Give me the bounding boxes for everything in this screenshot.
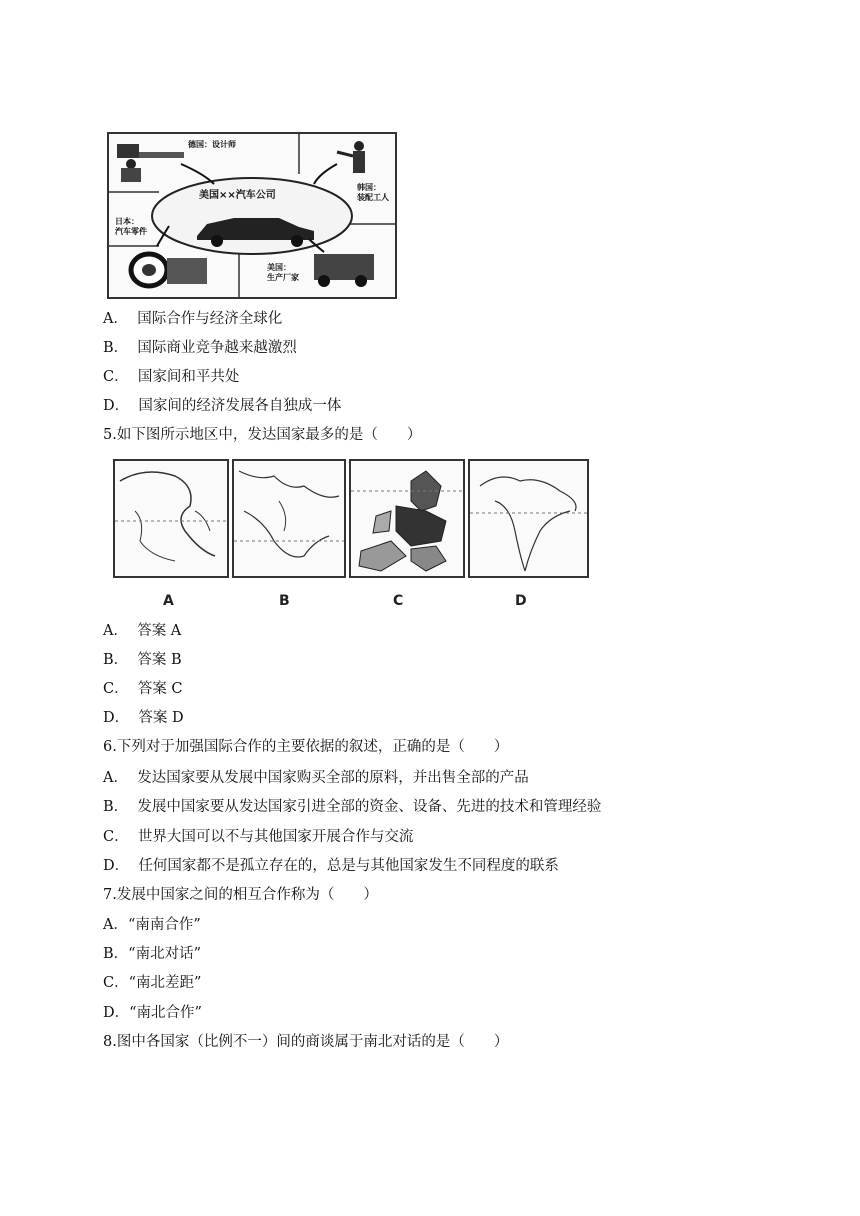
q5-option-c: C． 答案 C — [103, 681, 183, 697]
q6-option-a: A． 发达国家要从发展中国家购买全部的原料，并出售全部的产品 — [103, 770, 529, 786]
q7-option-a: A．“南南合作” — [103, 917, 201, 933]
q7-option-d: D．“南北合作” — [103, 1005, 202, 1021]
label-germany: 德国：设计师 — [188, 140, 236, 149]
q4-option-b: B． 国际商业竞争越来越激烈 — [103, 340, 297, 356]
q7-option-b: B．“南北对话” — [103, 946, 201, 962]
map-d — [468, 459, 589, 578]
car-company-diagram — [107, 132, 397, 299]
q7-option-c: C．“南北差距” — [103, 975, 202, 991]
map-label-d: D — [515, 593, 527, 609]
map-label-b: B — [279, 593, 290, 609]
label-japan-1: 日本： — [115, 217, 139, 226]
q4-option-c: C． 国家间和平共处 — [103, 369, 240, 385]
q6-option-b: B． 发展中国家要从发达国家引进全部的资金、设备、先进的技术和管理经验 — [103, 799, 602, 815]
q5-option-d: D． 答案 D — [103, 710, 184, 726]
label-usa-2: 生产厂家 — [267, 273, 299, 282]
q4-option-d: D． 国家间的经济发展各自独成一体 — [103, 398, 342, 414]
label-center: 美国××汽车公司 — [199, 190, 276, 201]
label-japan-2: 汽车零件 — [115, 227, 147, 236]
car-company-illustration — [109, 134, 395, 297]
map-label-c: C — [393, 593, 404, 609]
q6-stem: 6.下列对于加强国际合作的主要依据的叙述，正确的是（ ） — [103, 739, 509, 755]
q7-stem: 7.发展中国家之间的相互合作称为（ ） — [103, 887, 378, 903]
map-c — [349, 459, 465, 578]
q5-stem: 5.如下图所示地区中，发达国家最多的是（ ） — [103, 427, 422, 443]
q5-option-a: A． 答案 A — [103, 623, 182, 639]
map-b — [232, 459, 346, 578]
q4-option-a: A． 国际合作与经济全球化 — [103, 311, 283, 327]
q5-option-b: B． 答案 B — [103, 652, 182, 668]
map-a — [113, 459, 229, 578]
map-label-a: A — [163, 593, 174, 609]
map-a-drawing — [115, 461, 227, 576]
q8-stem: 8.图中各国家（比例不一）间的商谈属于南北对话的是（ ） — [103, 1034, 509, 1050]
label-korea-1: 韩国： — [357, 183, 381, 192]
q6-option-c: C． 世界大国可以不与其他国家开展合作与交流 — [103, 829, 414, 845]
label-usa-1: 美国： — [267, 263, 291, 272]
q6-option-d: D． 任何国家都不是孤立存在的，总是与其他国家发生不同程度的联系 — [103, 858, 559, 874]
label-korea-2: 装配工人 — [357, 193, 389, 202]
map-c-drawing — [351, 461, 463, 576]
map-d-drawing — [470, 461, 587, 576]
map-b-drawing — [234, 461, 344, 576]
